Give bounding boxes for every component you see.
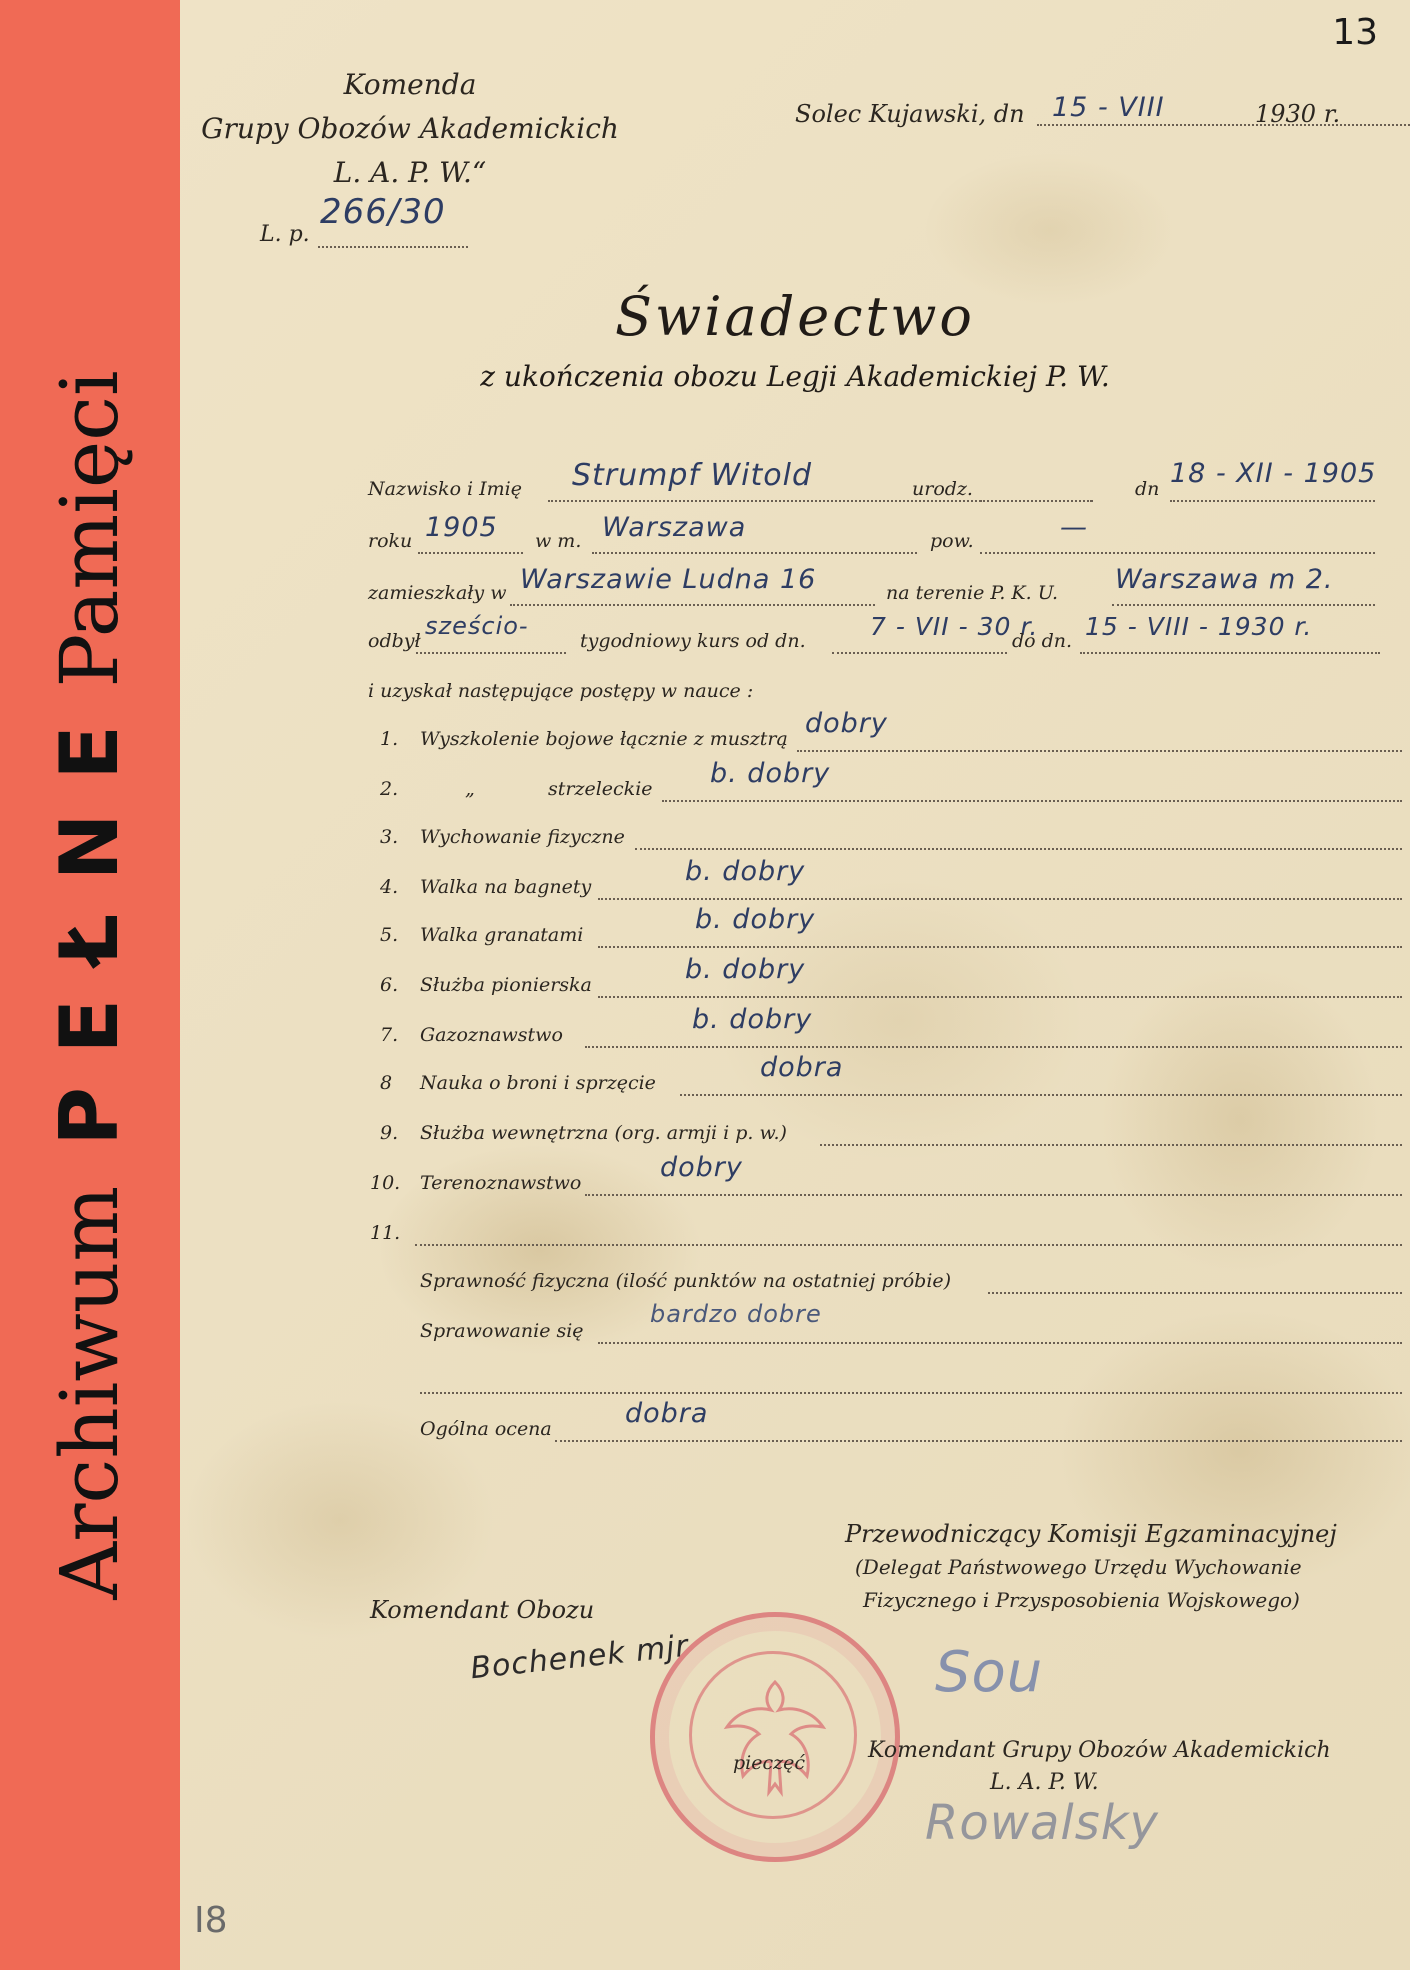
grade-number: 5. xyxy=(380,924,399,946)
year-label: 1930 r. xyxy=(1255,100,1341,128)
official-seal xyxy=(650,1612,900,1862)
grade-dots xyxy=(598,996,1402,998)
group-commander-lapw: L. A. P. W. xyxy=(990,1770,1099,1795)
residence-label: zamieszkały w xyxy=(368,582,507,604)
archive-sidebar xyxy=(0,0,180,1970)
course-weeks-value: sześcio- xyxy=(425,612,529,640)
conduct-value: bardzo dobre xyxy=(650,1300,822,1328)
place-label: Solec Kujawski, dn xyxy=(795,100,1025,128)
born-dots xyxy=(980,500,1092,502)
camp-commander-signature: Bochenek mjr xyxy=(468,1628,691,1687)
course-text: tygodniowy kurs od dn. xyxy=(580,630,806,652)
group-commander-signature: Rowalsky xyxy=(925,1795,1159,1851)
pencil-mark: I8 xyxy=(194,1900,228,1941)
grade-label: Służba wewnętrzna (org. armji i p. w.) xyxy=(420,1122,787,1144)
grade-number: 3. xyxy=(380,826,399,848)
grade-number: 11. xyxy=(370,1222,401,1244)
date-dots xyxy=(1037,124,1410,126)
grade-dots xyxy=(598,946,1402,948)
area-label: na terenie P. K. U. xyxy=(886,582,1059,604)
grade-dots xyxy=(415,1244,1402,1246)
grade-number: 9. xyxy=(380,1122,399,1144)
conduct-continuation-dots xyxy=(420,1392,1402,1394)
grade-dots xyxy=(635,848,1402,850)
grade-label: Terenoznawstwo xyxy=(420,1172,582,1194)
overall-value: dobra xyxy=(625,1398,709,1429)
date-value: 15 - VIII xyxy=(1052,92,1165,123)
birth-place-dots xyxy=(592,552,917,554)
chairman-signature: Sou xyxy=(935,1640,1044,1705)
grade-label: Wyszkolenie bojowe łącznie z musztrą xyxy=(420,728,788,750)
overall-label: Ogólna ocena xyxy=(420,1418,552,1440)
archive-logo-text xyxy=(43,370,136,1600)
grade-number: 8 xyxy=(380,1072,393,1094)
fitness-dots xyxy=(988,1292,1402,1294)
grade-dots xyxy=(680,1094,1402,1096)
group-commander-title: Komendant Grupy Obozów Akademickich xyxy=(868,1738,1331,1763)
grade-label: Nauka o broni i sprzęcie xyxy=(420,1072,656,1094)
county-dots xyxy=(980,552,1375,554)
conduct-dots xyxy=(598,1342,1402,1344)
born-label: urodz. xyxy=(912,478,973,500)
grade-dots xyxy=(797,750,1402,752)
certificate-title: Świadectwo xyxy=(615,285,975,348)
residence-dots xyxy=(510,604,875,606)
birth-year-value: 1905 xyxy=(425,512,498,543)
grade-label: strzeleckie xyxy=(548,778,653,800)
birth-place-value: Warszawa xyxy=(602,512,747,543)
certificate-paper xyxy=(180,0,1410,1970)
dn-label: dn xyxy=(1135,478,1160,500)
certificate-subtitle: z ukończenia obozu Legji Akademickiej P. W. xyxy=(480,360,1110,393)
birth-date-value: 18 - XII - 1905 xyxy=(1170,458,1377,489)
county-value: — xyxy=(1060,512,1088,543)
progress-intro: i uzyskał następujące postępy w nauce : xyxy=(368,680,754,702)
county-label: pow. xyxy=(930,530,974,552)
name-label: Nazwisko i Imię xyxy=(368,478,523,500)
course-from-dots xyxy=(832,652,1007,654)
course-from-value: 7 - VII - 30 r. xyxy=(870,612,1039,641)
birth-place-label: w m. xyxy=(535,530,582,552)
grade-number: 4. xyxy=(380,876,399,898)
year-birth-dots xyxy=(418,552,523,554)
course-weeks-dots xyxy=(416,652,566,654)
grade-value: dobry xyxy=(660,1152,743,1183)
stamp-label: pieczęć xyxy=(733,1752,806,1774)
grade-label: Służba pionierska xyxy=(420,974,592,996)
area-dots xyxy=(1112,604,1375,606)
grade-dots xyxy=(820,1144,1402,1146)
grade-value: b. dobry xyxy=(685,954,806,985)
course-to-label: do dn. xyxy=(1012,630,1073,652)
grade-label: Wychowanie fizyczne xyxy=(420,826,625,848)
grade-dots xyxy=(662,800,1402,802)
grade-dots xyxy=(585,1046,1402,1048)
grade-value: b. dobry xyxy=(685,856,806,887)
grade-dots xyxy=(598,898,1402,900)
course-label: odbył xyxy=(368,630,421,652)
grade-label-ditto: „ xyxy=(465,778,475,800)
logo-word-pamieci: Pamięci xyxy=(43,370,136,688)
lp-number: 266/30 xyxy=(320,192,446,232)
area-value: Warszawa m 2. xyxy=(1115,564,1334,595)
logo-word-pelne: PEŁNE xyxy=(43,691,136,1146)
grade-label: Walka granatami xyxy=(420,924,584,946)
header-grupy: Grupy Obozów Akademickich xyxy=(201,112,619,145)
grade-label: Gazoznawstwo xyxy=(420,1024,563,1046)
grade-value: dobry xyxy=(805,708,888,739)
conduct-label: Sprawowanie się xyxy=(420,1320,584,1342)
eagle-emblem-icon xyxy=(715,1672,835,1802)
grade-value: b. dobry xyxy=(695,904,816,935)
page-number: 13 xyxy=(1332,12,1378,53)
name-value: Strumpf Witold xyxy=(572,458,813,493)
lp-label: L. p. xyxy=(260,222,310,247)
grade-number: 7. xyxy=(380,1024,399,1046)
grade-number: 1. xyxy=(380,728,399,750)
fitness-label: Sprawność fizyczna (ilość punktów na ostatniej próbie) xyxy=(420,1270,952,1292)
grade-number: 6. xyxy=(380,974,399,996)
chairman-title: Przewodniczący Komisji Egzaminacyjnej xyxy=(845,1520,1337,1548)
logo-word-archiwum: Archiwum xyxy=(43,1185,136,1600)
chairman-delegate-line: (Delegat Państwowego Urzędu Wychowanie xyxy=(855,1555,1302,1579)
header-komenda: Komenda xyxy=(343,68,477,101)
overall-dots xyxy=(555,1440,1402,1442)
grade-number: 10. xyxy=(370,1172,401,1194)
grade-number: 2. xyxy=(380,778,399,800)
grade-value: b. dobry xyxy=(692,1004,813,1035)
grade-dots xyxy=(585,1194,1402,1196)
lp-dots xyxy=(318,246,468,248)
grade-value: dobra xyxy=(760,1052,844,1083)
course-to-dots xyxy=(1080,652,1380,654)
course-to-value: 15 - VIII - 1930 r. xyxy=(1085,612,1313,641)
residence-value: Warszawie Ludna 16 xyxy=(520,564,817,595)
birth-date-dots xyxy=(1170,500,1375,502)
year-birth-label: roku xyxy=(368,530,413,552)
camp-commander-label: Komendant Obozu xyxy=(370,1596,595,1624)
chairman-office-line: Fizycznego i Przysposobienia Wojskowego) xyxy=(863,1588,1300,1612)
grade-label: Walka na bagnety xyxy=(420,876,592,898)
header-lapw: L. A. P. W.“ xyxy=(333,156,487,189)
grade-value: b. dobry xyxy=(710,758,831,789)
